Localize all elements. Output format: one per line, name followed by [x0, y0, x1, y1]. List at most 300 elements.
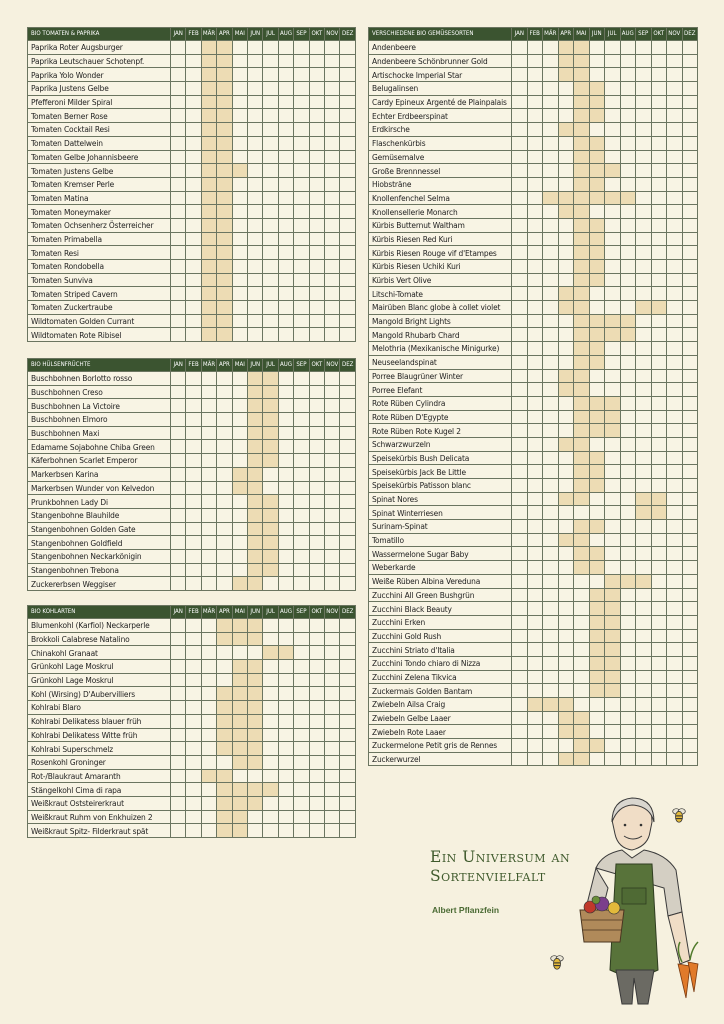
- month-cell-active: [574, 287, 590, 301]
- month-cell: [651, 123, 667, 137]
- table-row: [28, 536, 356, 550]
- month-cell: [605, 82, 621, 96]
- month-cell: [294, 191, 309, 205]
- month-cell: [589, 711, 605, 725]
- month-cell-active: [263, 399, 278, 413]
- month-cell: [278, 41, 293, 55]
- month-cell: [309, 413, 324, 427]
- month-cell: [309, 205, 324, 219]
- month-cell-active: [574, 369, 590, 383]
- month-cell: [512, 602, 528, 616]
- month-cell: [682, 615, 698, 629]
- month-cell: [278, 191, 293, 205]
- month-cell: [605, 479, 621, 493]
- month-cell: [651, 260, 667, 274]
- month-cell-active: [558, 123, 574, 137]
- table-row: [369, 533, 698, 547]
- month-cell: [527, 424, 543, 438]
- month-cell: [620, 205, 636, 219]
- month-cell-active: [574, 177, 590, 191]
- month-cell: [558, 602, 574, 616]
- month-cell: [543, 602, 559, 616]
- month-cell-active: [232, 742, 247, 756]
- month-cell: [651, 739, 667, 753]
- month-cell-active: [248, 755, 263, 769]
- variety-name: Zwiebeln Gelbe Laaer: [369, 711, 512, 725]
- month-cell: [278, 385, 293, 399]
- month-cell: [294, 824, 309, 838]
- month-cell: [248, 273, 263, 287]
- month-cell: [325, 810, 340, 824]
- month-cell: [171, 440, 186, 454]
- month-cell: [636, 287, 652, 301]
- month-cell-active: [201, 205, 216, 219]
- month-cell: [651, 82, 667, 96]
- month-cell-active: [605, 574, 621, 588]
- slogan: [430, 848, 590, 886]
- month-header: OKT: [651, 28, 667, 41]
- month-cell: [186, 660, 201, 674]
- month-header: DEZ: [340, 359, 356, 372]
- month-cell: [512, 574, 528, 588]
- month-cell: [171, 701, 186, 715]
- month-cell: [309, 687, 324, 701]
- variety-name: Rote Rüben Rote Kugel 2: [369, 424, 512, 438]
- variety-name: Weißkraut Ruhm von Enkhuizen 2: [28, 810, 171, 824]
- month-cell: [543, 410, 559, 424]
- month-cell: [682, 95, 698, 109]
- month-cell: [512, 328, 528, 342]
- month-cell: [325, 824, 340, 838]
- month-cell-active: [574, 711, 590, 725]
- month-cell-active: [605, 410, 621, 424]
- month-cell: [620, 656, 636, 670]
- month-cell: [589, 68, 605, 82]
- table-row: [369, 246, 698, 260]
- month-cell: [263, 246, 278, 260]
- variety-name: Knollenfenchel Selma: [369, 191, 512, 205]
- month-cell: [527, 506, 543, 520]
- month-cell: [171, 287, 186, 301]
- variety-name: Flaschenkürbis: [369, 136, 512, 150]
- month-cell-active: [574, 82, 590, 96]
- month-cell: [512, 260, 528, 274]
- table-row: [369, 342, 698, 356]
- month-header: JAN: [171, 606, 186, 619]
- month-cell: [294, 783, 309, 797]
- month-cell: [309, 177, 324, 191]
- month-cell-active: [248, 563, 263, 577]
- month-cell-active: [527, 698, 543, 712]
- month-cell-active: [248, 742, 263, 756]
- month-cell: [527, 41, 543, 55]
- month-cell: [325, 164, 340, 178]
- month-header: MÄR: [543, 28, 559, 41]
- table-row: [28, 728, 356, 742]
- month-cell-active: [217, 769, 232, 783]
- month-cell: [294, 372, 309, 386]
- month-cell: [309, 769, 324, 783]
- month-cell: [512, 424, 528, 438]
- month-header: APR: [217, 359, 232, 372]
- month-cell: [527, 260, 543, 274]
- month-cell: [543, 68, 559, 82]
- table-header-row: [28, 606, 356, 619]
- month-cell: [558, 479, 574, 493]
- month-cell: [309, 273, 324, 287]
- table-header-row: [28, 28, 356, 41]
- month-cell: [340, 164, 356, 178]
- month-cell: [294, 385, 309, 399]
- month-cell-active: [248, 796, 263, 810]
- month-cell: [171, 783, 186, 797]
- month-cell: [605, 205, 621, 219]
- month-cell: [278, 619, 293, 633]
- month-cell-active: [605, 396, 621, 410]
- month-cell-active: [574, 301, 590, 315]
- month-cell: [605, 246, 621, 260]
- month-cell: [232, 246, 247, 260]
- table-row: [28, 232, 356, 246]
- month-cell: [574, 656, 590, 670]
- month-cell: [667, 574, 683, 588]
- month-cell: [636, 68, 652, 82]
- variety-name: Tomaten Matina: [28, 191, 171, 205]
- variety-name: Surinam-Spinat: [369, 520, 512, 534]
- table-row: [28, 287, 356, 301]
- month-cell: [574, 698, 590, 712]
- month-cell: [558, 739, 574, 753]
- month-cell-active: [620, 574, 636, 588]
- month-cell-active: [574, 232, 590, 246]
- table-row: [369, 629, 698, 643]
- month-cell: [248, 810, 263, 824]
- month-cell: [325, 673, 340, 687]
- month-cell: [201, 440, 216, 454]
- month-cell: [294, 136, 309, 150]
- table-row: [28, 673, 356, 687]
- month-cell: [201, 385, 216, 399]
- variety-name: Zuckermelone Petit gris de Rennes: [369, 739, 512, 753]
- month-cell: [278, 372, 293, 386]
- month-cell: [294, 549, 309, 563]
- month-cell: [309, 522, 324, 536]
- month-cell-active: [589, 177, 605, 191]
- month-cell: [682, 191, 698, 205]
- month-cell: [651, 410, 667, 424]
- table-row: [28, 136, 356, 150]
- table-row: [28, 150, 356, 164]
- month-cell: [620, 383, 636, 397]
- month-cell: [527, 383, 543, 397]
- month-cell: [217, 646, 232, 660]
- month-cell: [636, 383, 652, 397]
- month-cell-active: [248, 399, 263, 413]
- month-cell: [682, 670, 698, 684]
- month-cell: [543, 437, 559, 451]
- month-cell: [248, 205, 263, 219]
- table-title: BIO HÜLSENFRÜCHTE: [28, 359, 171, 372]
- month-cell: [278, 824, 293, 838]
- month-cell: [340, 660, 356, 674]
- month-header: APR: [217, 606, 232, 619]
- month-cell: [667, 273, 683, 287]
- month-cell-active: [589, 643, 605, 657]
- month-cell: [325, 454, 340, 468]
- month-cell-active: [248, 440, 263, 454]
- month-cell: [667, 246, 683, 260]
- month-cell: [620, 232, 636, 246]
- month-cell-active: [589, 615, 605, 629]
- table-row: [369, 164, 698, 178]
- month-cell-active: [248, 687, 263, 701]
- month-cell-active: [201, 150, 216, 164]
- month-cell: [682, 711, 698, 725]
- month-cell-active: [574, 561, 590, 575]
- month-cell-active: [201, 273, 216, 287]
- month-cell-active: [574, 451, 590, 465]
- month-header: JUN: [248, 359, 263, 372]
- month-cell: [527, 739, 543, 753]
- month-cell-active: [558, 492, 574, 506]
- month-cell: [171, 82, 186, 96]
- month-cell: [248, 232, 263, 246]
- month-cell: [589, 287, 605, 301]
- month-cell: [309, 123, 324, 137]
- month-cell: [201, 522, 216, 536]
- month-cell: [527, 95, 543, 109]
- table-row: [369, 684, 698, 698]
- month-cell: [217, 399, 232, 413]
- month-cell-active: [589, 739, 605, 753]
- month-cell: [309, 372, 324, 386]
- month-cell: [620, 752, 636, 766]
- month-cell-active: [558, 41, 574, 55]
- month-cell-active: [232, 714, 247, 728]
- month-cell: [527, 205, 543, 219]
- month-cell: [309, 191, 324, 205]
- month-cell-active: [574, 396, 590, 410]
- table-row: [28, 385, 356, 399]
- month-cell: [278, 467, 293, 481]
- table-header-row: [28, 359, 356, 372]
- month-cell-active: [543, 698, 559, 712]
- table-gemuesesorten: [368, 27, 698, 766]
- month-cell: [512, 191, 528, 205]
- month-cell: [232, 54, 247, 68]
- month-cell: [186, 246, 201, 260]
- month-cell-active: [558, 191, 574, 205]
- month-cell: [340, 632, 356, 646]
- month-cell: [186, 810, 201, 824]
- month-cell: [667, 369, 683, 383]
- month-cell: [340, 260, 356, 274]
- month-cell-active: [620, 328, 636, 342]
- month-cell: [340, 755, 356, 769]
- month-cell: [248, 164, 263, 178]
- month-cell-active: [574, 164, 590, 178]
- month-cell-active: [217, 95, 232, 109]
- month-cell: [543, 95, 559, 109]
- month-cell: [325, 385, 340, 399]
- month-cell: [543, 383, 559, 397]
- month-cell: [263, 742, 278, 756]
- table-row: [28, 328, 356, 342]
- month-cell: [527, 725, 543, 739]
- month-cell: [232, 769, 247, 783]
- variety-name: Buschbohnen Maxi: [28, 426, 171, 440]
- month-cell: [651, 232, 667, 246]
- month-cell: [263, 810, 278, 824]
- table-row: [28, 660, 356, 674]
- month-cell: [232, 426, 247, 440]
- month-cell: [543, 629, 559, 643]
- month-cell: [186, 150, 201, 164]
- month-header: SEP: [294, 606, 309, 619]
- month-cell: [543, 205, 559, 219]
- month-cell: [171, 385, 186, 399]
- month-cell: [527, 520, 543, 534]
- month-cell: [186, 273, 201, 287]
- month-cell: [620, 479, 636, 493]
- month-cell-active: [217, 810, 232, 824]
- variety-name: Wildtomaten Rote Ribisel: [28, 328, 171, 342]
- table-row: [28, 810, 356, 824]
- month-cell: [294, 454, 309, 468]
- month-cell: [543, 218, 559, 232]
- month-cell: [232, 287, 247, 301]
- month-cell: [340, 273, 356, 287]
- month-cell: [325, 123, 340, 137]
- table-row: [369, 574, 698, 588]
- month-cell: [651, 396, 667, 410]
- month-cell-active: [248, 467, 263, 481]
- table-row: [28, 218, 356, 232]
- month-cell: [340, 495, 356, 509]
- month-cell: [589, 54, 605, 68]
- month-cell-active: [605, 670, 621, 684]
- variety-name: Zucchini Gold Rush: [369, 629, 512, 643]
- month-cell-active: [574, 314, 590, 328]
- table-row: [369, 136, 698, 150]
- month-cell: [589, 383, 605, 397]
- month-cell: [651, 465, 667, 479]
- month-cell: [512, 383, 528, 397]
- month-cell: [171, 454, 186, 468]
- variety-name: Brokkoli Calabrese Natalino: [28, 632, 171, 646]
- month-header: MAI: [574, 28, 590, 41]
- month-cell-active: [589, 656, 605, 670]
- month-cell: [340, 701, 356, 715]
- month-cell: [605, 68, 621, 82]
- month-cell: [325, 246, 340, 260]
- table-row: [28, 68, 356, 82]
- variety-name: Porree Blaugrüner Winter: [369, 369, 512, 383]
- table-row: [28, 123, 356, 137]
- month-cell: [636, 752, 652, 766]
- month-cell: [340, 54, 356, 68]
- month-cell: [543, 369, 559, 383]
- month-cell: [558, 164, 574, 178]
- table-row: [28, 467, 356, 481]
- month-cell: [651, 287, 667, 301]
- month-cell: [527, 246, 543, 260]
- table-row: [369, 615, 698, 629]
- month-cell: [574, 615, 590, 629]
- month-cell: [294, 246, 309, 260]
- month-cell: [263, 95, 278, 109]
- month-cell: [294, 54, 309, 68]
- month-cell: [543, 273, 559, 287]
- variety-name: Paprika Justens Gelbe: [28, 82, 171, 96]
- month-cell: [171, 218, 186, 232]
- month-cell: [340, 810, 356, 824]
- table-title: VERSCHIEDENE BIO GEMÜSESORTEN: [369, 28, 512, 41]
- month-cell: [558, 410, 574, 424]
- month-cell: [171, 164, 186, 178]
- month-header: AUG: [278, 359, 293, 372]
- month-cell: [186, 495, 201, 509]
- month-cell-active: [201, 260, 216, 274]
- month-cell: [651, 670, 667, 684]
- month-cell: [574, 670, 590, 684]
- month-cell: [512, 68, 528, 82]
- month-cell-active: [574, 424, 590, 438]
- month-cell: [278, 495, 293, 509]
- month-cell-active: [558, 711, 574, 725]
- month-cell: [294, 728, 309, 742]
- variety-name: Blumenkohl (Karfiol) Neckarperle: [28, 619, 171, 633]
- month-cell: [325, 796, 340, 810]
- month-cell: [186, 508, 201, 522]
- month-cell: [682, 506, 698, 520]
- month-cell: [248, 136, 263, 150]
- month-cell: [232, 68, 247, 82]
- table-row: [369, 41, 698, 55]
- month-cell: [651, 177, 667, 191]
- month-cell: [682, 643, 698, 657]
- month-cell: [201, 714, 216, 728]
- month-cell: [636, 177, 652, 191]
- month-cell: [527, 684, 543, 698]
- month-cell: [543, 260, 559, 274]
- month-cell: [309, 109, 324, 123]
- month-cell: [636, 629, 652, 643]
- month-cell: [325, 508, 340, 522]
- table-row: [28, 508, 356, 522]
- month-cell: [682, 656, 698, 670]
- month-cell: [620, 82, 636, 96]
- month-cell: [667, 752, 683, 766]
- month-cell-active: [574, 68, 590, 82]
- month-cell-active: [620, 191, 636, 205]
- month-cell: [171, 109, 186, 123]
- month-cell: [620, 602, 636, 616]
- month-cell: [171, 41, 186, 55]
- variety-name: Andenbeere: [369, 41, 512, 55]
- month-cell: [667, 739, 683, 753]
- variety-name: Stangenbohnen Neckarkönigin: [28, 549, 171, 563]
- variety-name: Melothria (Mexikanische Minigurke): [369, 342, 512, 356]
- month-cell: [527, 547, 543, 561]
- month-header: SEP: [294, 28, 309, 41]
- month-cell: [558, 82, 574, 96]
- month-cell-active: [217, 260, 232, 274]
- month-cell: [527, 492, 543, 506]
- table-row: [28, 109, 356, 123]
- month-cell: [512, 670, 528, 684]
- month-cell: [217, 413, 232, 427]
